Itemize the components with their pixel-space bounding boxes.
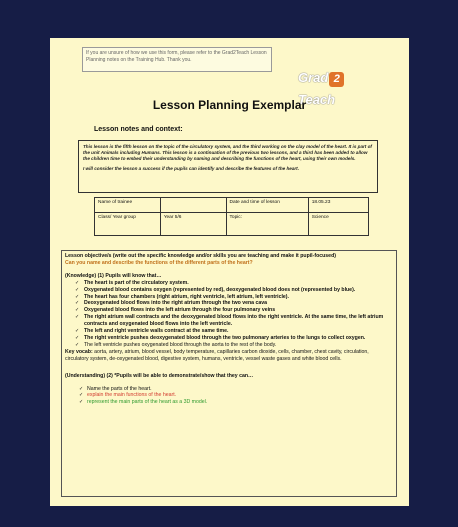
context-paragraph-2: I will consider the lesson a success if the pupils can identify and describe the features of the heart. <box>83 165 299 171</box>
logo-teach: Teach <box>298 92 336 107</box>
understanding-heading: (Understanding) (2) *Pupils will be able to demonstrate/show that they can… <box>65 372 254 379</box>
lesson-notes-heading: Lesson notes and context: <box>94 126 183 133</box>
knowledge-item: ✓ Deoxygenated blood flows into the right atrium through the two vena cava <box>75 300 393 307</box>
date-label: Date and time of lesson <box>226 198 308 213</box>
knowledge-item: ✓ Oxygenated blood flows into the left atrium through the four pulmonary veins <box>75 307 393 314</box>
knowledge-list <box>65 280 393 349</box>
key-vocab <box>65 349 393 363</box>
knowledge-item: ✓ The right ventricle pushes deoxygenated blood through the two pulmonary arteries to the lungs to collect oxygen. <box>75 335 393 342</box>
knowledge-item: ✓ The heart has four chambers (right atrium, right ventricle, left atrium, left ventricle). <box>75 294 393 301</box>
class-value: Year 5/6 <box>160 213 226 236</box>
logo-grad: Grad <box>298 70 329 85</box>
class-label: Class/ Year group <box>95 213 161 236</box>
knowledge-item: ✓ The heart is part of the circulatory system. <box>75 280 393 287</box>
lesson-info-table <box>94 197 369 236</box>
objectives-question: Can you name and describe the functions of the different parts of the heart? <box>65 259 253 266</box>
knowledge-heading: (Knowledge) (1) Pupils will know that… <box>65 272 162 279</box>
knowledge-item: ✓ The left and right ventricle walls contract at the same time. <box>75 328 393 335</box>
understanding-item: ✓ represent the main parts of the heart as a 3D model. <box>79 399 393 406</box>
trainee-value <box>160 198 226 213</box>
understanding-item: ✓ explain the main functions of the heart. <box>79 392 393 399</box>
understanding-list <box>65 386 393 407</box>
grad2teach-logo <box>298 67 364 107</box>
logo-two-badge: 2 <box>329 72 344 87</box>
objectives-heading: Lesson objective/s (write out the specific knowledge and/or skills you are teaching and make it pupil-focused) <box>65 253 336 259</box>
context-paragraph-1: This lesson is the fifth lesson on the topic of the circulatory system, and the third working on the clay model of the heart. It is part of the unit Animals including Humans. This lesson is a continuation of the previous two lessons, and a third has been added to allow the children time to embed their understanding by naming and describing the functions of the heart, using their own models. <box>83 144 372 162</box>
key-vocab-text: aorta, artery, atrium, blood vessel, body temperature, capillaries carbon dioxide, cells, chamber, chest cavity, circulation, circulatory system, de-oxygenated blood, digestive system, humans, ventricle, vessel waste gases and white blood cells. <box>65 348 369 362</box>
trainee-label: Name of trainee <box>95 198 161 213</box>
objectives-box <box>61 250 397 497</box>
topic-value: Science <box>308 213 368 236</box>
knowledge-item: ✓ Oxygenated blood contains oxygen (represented by red), deoxygenated blood does not (represented by blue). <box>75 287 393 294</box>
page-title: Lesson Planning Exemplar <box>152 98 307 112</box>
topic-label: Topic: <box>226 213 308 236</box>
key-vocab-label: Key vocab: <box>65 348 93 355</box>
usage-note: If you are unsure of how we use this form, please refer to the Grad2Teach Lesson Planning notes on the Training Hub. Thank you. <box>82 47 272 72</box>
lesson-plan-page <box>50 38 409 506</box>
date-value: 18.05.23 <box>308 198 368 213</box>
knowledge-item: ✓ The right atrium wall contracts and the deoxygenated blood flows into the right ventricle. At the same time, the left atrium contracts and oxygenated blood flows into the left ventricle. <box>75 314 393 328</box>
lesson-context-box <box>78 140 378 193</box>
knowledge-item: ✓ The left ventricle pushes oxygenated blood through the aorta to the rest of the body. <box>75 342 393 349</box>
understanding-item: ✓ Name the parts of the heart. <box>79 386 393 393</box>
